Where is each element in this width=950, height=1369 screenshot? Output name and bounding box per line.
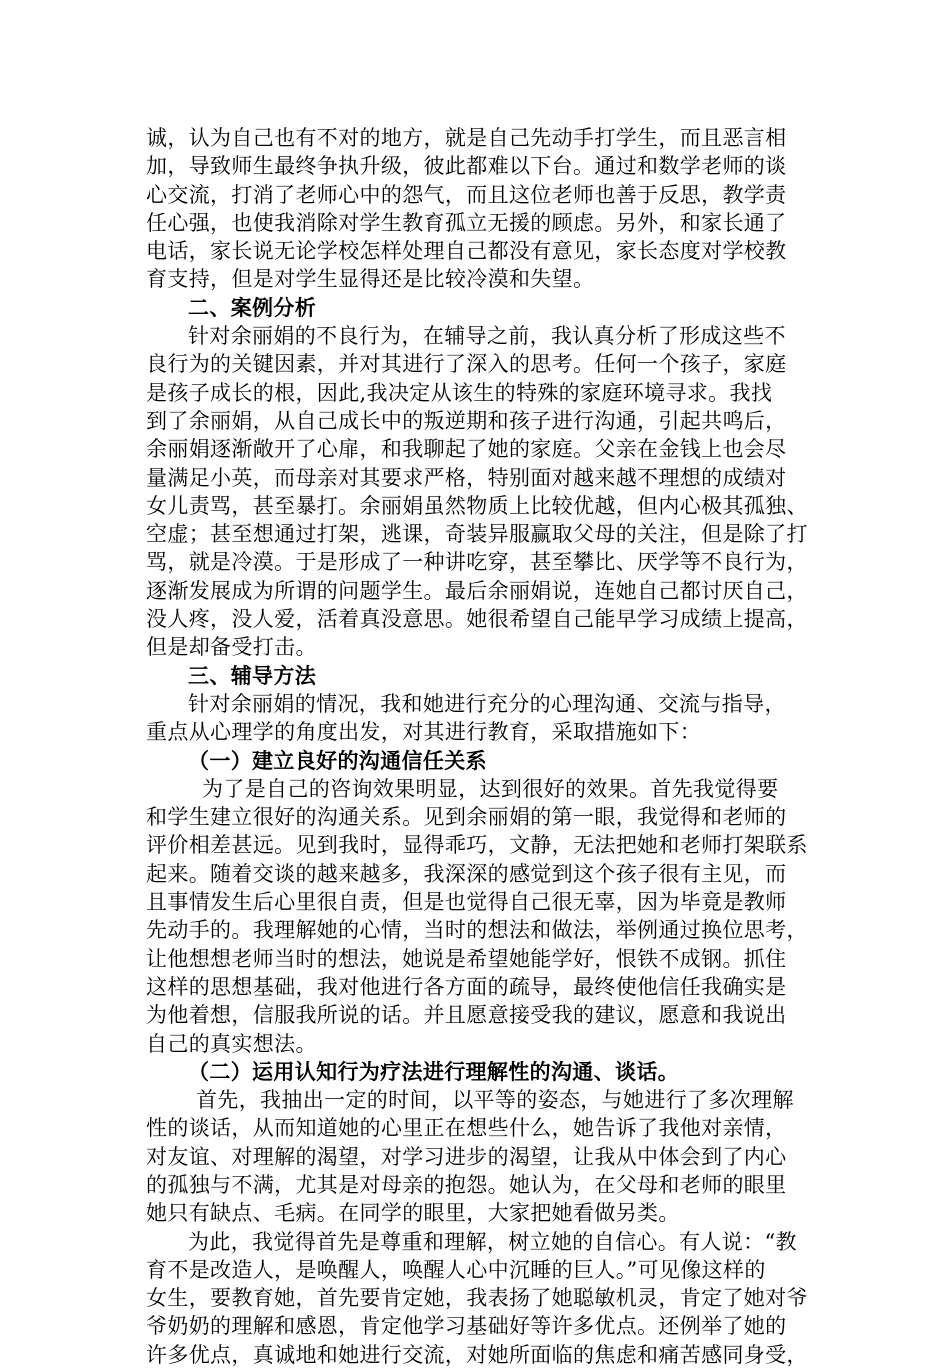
text-line: 育支持，但是对学生显得还是比较冷漠和失望。 [146,267,595,292]
text-line: 骂，就是冷漠。于是形成了一种讲吃穿，甚至攀比、厌学等不良行为， [146,550,808,575]
text-line: 她只有缺点、毛病。在同学的眼里，大家把她看做另类。 [146,1201,680,1226]
text-line: 没人疼，没人爱，活着真没意思。她很希望自己能早学习成绩上提高， [146,607,808,632]
text-line: 心交流，打消了老师心中的怨气，而且这位老师也善于反思，教学责 [146,182,787,207]
text-line: 是孩子成长的根，因此,我决定从该生的特殊的家庭环境寻求。我找 [146,380,773,405]
text-line: 任心强，也使我消除对学生教育孤立无援的顾虑。另外，和家长通了 [146,210,787,235]
text-line: 让他想想老师当时的想法，她说是希望她能学好，恨铁不成钢。抓住 [146,946,787,971]
text-line: 针对余丽娟的情况，我和她进行充分的心理沟通、交流与指导， [188,691,786,716]
text-line: 为了是自己的咨询效果明显，达到很好的效果。首先我觉得要 [202,776,779,801]
text-line: 良行为的关键因素，并对其进行了深入的思考。任何一个孩子，家庭 [146,352,787,377]
text-line: 电话，家长说无论学校怎样处理自己都没有意见，家长态度对学校教 [146,239,787,264]
text-line: 诚，认为自己也有不对的地方，就是自己先动手打学生，而且恶言相 [146,126,787,150]
text-line: 评价相差甚远。见到我时，显得乖巧，文静，无法把她和老师打架联系 [146,833,808,858]
text-line: 针对余丽娟的不良行为，在辅导之前，我认真分析了形成这些不 [188,324,786,349]
text-line: 女儿责骂，甚至暴打。余丽娟虽然物质上比较优越，但内心极其孤独、 [146,493,808,518]
text-line: 加，导致师生最终争执升级，彼此都难以下台。通过和数学老师的谈 [146,154,787,179]
section-heading-case-analysis: 二、案例分析 [188,294,317,320]
text-line: 空虚；甚至想通过打架，逃课，奇装异服赢取父母的关注，但是除了打 [146,522,808,547]
text-line: 性的谈话，从而知道她的心里正在想些什么，她告诉了我他对亲情， [146,1116,787,1141]
text-line: 这样的思想基础，我对他进行各方面的疏导，最终使他信任我确实是 [146,974,787,999]
text-line: 余丽娟逐渐敞开了心扉，和我聊起了她的家庭。父亲在金钱上也会尽 [146,437,787,462]
text-line: 自己的真实想法。 [146,1031,317,1056]
text-line: 量满足小英，而母亲对其要求严格，特别面对越来越不理想的成绩对 [146,465,787,490]
text-line: 女生，要教育她，首先要肯定她，我表扬了她聪敏机灵，肯定了她对爷 [146,1286,808,1311]
text-line: 许多优点，真诚地和她进行交流，对她所面临的焦虑和痛苦感同身受， [146,1342,808,1367]
text-line: 对友谊、对理解的渴望，对学习进步的渴望，让我从中体会到了内心 [146,1144,787,1169]
document-body [146,124,816,1369]
text-line: 到了余丽娟，从自己成长中的叛逆期和孩子进行沟通，引起共鸣后， [146,408,787,433]
text-line: 首先，我抽出一定的时间，以平等的姿态，与她进行了多次理解 [196,1088,794,1113]
text-line: 起来。随着交谈的越来越多，我深深的感觉到这个孩子很有主见，而 [146,861,787,886]
text-line: 的孤独与不满，尤其是对母亲的抱怨。她认为，在父母和老师的眼里 [146,1172,787,1197]
text-line: 育不是改造人，是唤醒人，唤醒人心中沉睡的巨人。”可见像这样的 [146,1257,766,1282]
subsection-heading-cognitive-therapy: （二）运用认知行为疗法进行理解性的沟通、谈话。 [188,1058,680,1084]
text-line: 逐渐发展成为所谓的问题学生。最后余丽娟说，连她自己都讨厌自己， [146,578,808,603]
subsection-heading-trust: （一）建立良好的沟通信任关系 [188,747,487,773]
text-line: 为此，我觉得首先是尊重和理解，树立她的自信心。有人说：“教 [188,1229,797,1254]
section-heading-counseling-methods: 三、辅导方法 [188,662,317,688]
text-line: 爷奶奶的理解和感恩，肯定他学习基础好等许多优点。还例举了她的 [146,1314,787,1339]
text-line: 重点从心理学的角度出发，对其进行教育，采取措施如下： [146,720,702,745]
text-line: 为他着想，信服我所说的话。并且愿意接受我的建议，愿意和我说出 [146,1003,787,1028]
text-line: 但是却备受打击。 [146,635,317,660]
text-line: 和学生建立很好的沟通关系。见到余丽娟的第一眼，我觉得和老师的 [146,805,787,830]
text-line: 且事情发生后心里很自责，但是也觉得自己很无辜，因为毕竟是教师 [146,890,787,915]
text-line: 先动手的。我理解她的心情，当时的想法和做法，举例通过换位思考， [146,918,808,943]
